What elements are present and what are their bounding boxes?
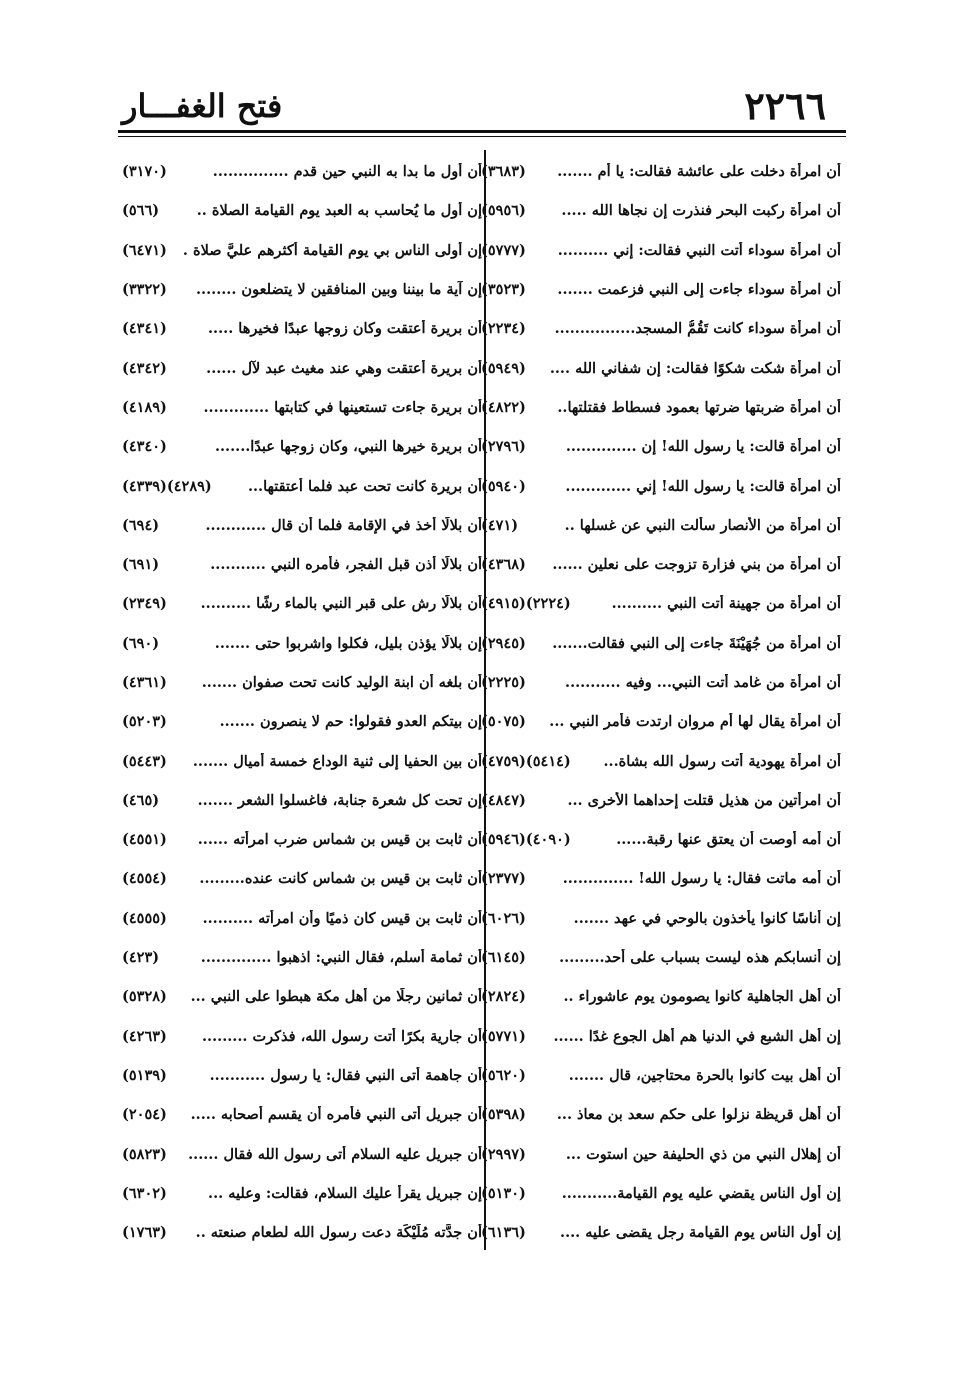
entry-reference-number: (٤٣٤٢) — [122, 359, 167, 377]
entry-text: أن امرأة قالت: يا رسول الله! إني ............. — [565, 477, 841, 495]
entry-reference-number: (٤٥٥٤) — [122, 870, 167, 888]
entry-reference-number: (٣٣٢٢) — [122, 281, 167, 299]
entry-reference-number: (٢٨٢٤) — [481, 988, 526, 1006]
index-entry — [481, 1174, 841, 1213]
index-entry — [481, 899, 841, 938]
entry-text: أن امرأة من جهينة أتت النبي .......... — [611, 595, 841, 613]
entry-text: أن امرأة سوداء كانت تَقُمُّ المسجد................ — [554, 320, 841, 338]
index-entry — [122, 1056, 482, 1095]
index-entry — [122, 584, 482, 623]
index-entry — [122, 859, 482, 898]
index-entry — [122, 663, 482, 702]
entry-text: أن امرأة قالت: يا رسول الله! إن .............. — [565, 438, 841, 456]
entry-reference-number: (٦٣٠٢) — [122, 1184, 167, 1202]
entry-reference-number: (٢٩٤٥) — [481, 634, 526, 652]
index-entry — [122, 348, 482, 387]
index-entry — [122, 899, 482, 938]
entry-reference-number: (٦٤٧١) — [122, 241, 167, 259]
entry-text: أن بين الحفيا إلى ثنية الوداع خمسة أميال ....... — [192, 752, 482, 770]
entry-reference-number: (٥٨٢٣) — [122, 1145, 167, 1163]
index-entry — [481, 702, 841, 741]
index-entry — [122, 781, 482, 820]
entry-text: أن امرأة دخلت على عائشة فقالت: يا أم ....... — [557, 163, 841, 181]
entry-reference-number: (٤٥٥٥) — [122, 909, 167, 927]
entry-text: أن أهل بيت كانوا بالحرة محتاجين، قال ....... — [568, 1066, 841, 1084]
entry-reference-number: (٥٧٧٧) — [481, 241, 526, 259]
entry-reference-number: (٥١٣٠) — [481, 1184, 526, 1202]
index-entry — [481, 977, 841, 1016]
entry-text: أن جبريل أتى النبي فأمره أن يقسم أصحابه ..... — [190, 1106, 482, 1124]
index-entry — [481, 231, 841, 270]
entry-reference-number: (٥٤٤٣) — [122, 752, 167, 770]
index-entry — [481, 1017, 841, 1056]
index-entry — [122, 1134, 482, 1173]
entry-reference-number: (٥٩٤٠) — [481, 477, 526, 495]
entry-reference-number: (٢٣٧٧) — [481, 870, 526, 888]
entry-reference-number: (٤٢٣) — [122, 949, 160, 967]
index-column-left — [122, 152, 482, 1252]
entry-reference-number: (٦١٣٦) — [481, 1224, 526, 1242]
entry-text: أن امرأة سوداء جاءت إلى النبي فزعمت ....... — [557, 281, 841, 299]
entry-reference-number: (٤٣٤٠) — [122, 438, 167, 456]
entry-reference-number: (٤٨٢٢) — [481, 398, 526, 416]
index-entry — [122, 1213, 482, 1252]
entry-reference-number: (٤٢٨٩)(٤٣٣٩) — [122, 477, 212, 495]
entry-reference-number: (٥٩٥٦) — [481, 202, 526, 220]
entry-text: أن جبريل عليه السلام أتى رسول الله فقال ...... — [188, 1145, 482, 1163]
entry-text: أن إهلال النبي من ذي الحليفة حين استوت ... — [565, 1145, 841, 1163]
index-entry — [122, 152, 482, 191]
entry-text: إن أول الناس يوم القيامة رجل يقضى عليه .... — [560, 1224, 841, 1242]
index-entry — [122, 388, 482, 427]
entry-reference-number: (٤٥٥١) — [122, 831, 167, 849]
entry-reference-number: (٥٤١٤)(٤٧٥٩) — [481, 752, 571, 770]
entry-reference-number: (٥٦٦) — [122, 202, 160, 220]
index-entry — [481, 191, 841, 230]
entry-reference-number: (٤٨٤٧) — [481, 791, 526, 809]
entry-reference-number: (٢٢٣٤) — [481, 320, 526, 338]
column-divider — [484, 150, 486, 1250]
entry-text: إن أناسًا كانوا يأخذون بالوحي في عهد ....... — [573, 909, 841, 927]
entry-text: إن أهل الشبع في الدنيا هم أهل الجوع غدًا ...... — [553, 1027, 841, 1045]
header-rule — [118, 130, 846, 133]
entry-reference-number: (٤٣٤١) — [122, 320, 167, 338]
entry-reference-number: (٢٣٤٩) — [122, 595, 167, 613]
index-entry — [481, 348, 841, 387]
entry-text: أن أهل قريظة نزلوا على حكم سعد بن معاذ ... — [556, 1106, 841, 1124]
entry-text: أن امرأة من الأنصار سألت النبي عن غسلها .. — [564, 516, 841, 534]
index-entry — [481, 427, 841, 466]
entry-text: أن بريرة خيرها النبي، وكان زوجها عبدًا....... — [214, 438, 482, 456]
entry-text: أن امرأة من غامد أتت النبي... وفيه ........... — [565, 674, 841, 691]
entry-text: أن بريرة جاءت تستعينها في كتابتها ............. — [203, 398, 482, 416]
index-entry — [122, 545, 482, 584]
entry-text: أن ثمامة أسلم، فقال النبي: اذهبوا .............. — [200, 949, 482, 967]
entry-text: أن امرأة يهودية أتت رسول الله بشاة... — [603, 752, 841, 770]
index-entry — [122, 1095, 482, 1134]
entry-text: إن أول الناس يقضي عليه يوم القيامة........... — [561, 1184, 841, 1202]
index-entry — [122, 977, 482, 1016]
entry-text: أن ثابت بن قيس بن شماس ضرب امرأته ...... — [197, 831, 482, 849]
book-title: فتح الغفـــار — [122, 87, 283, 125]
entry-text: إن جبريل يقرأ عليك السلام، فقالت: وعليه ... — [208, 1184, 482, 1202]
entry-text: أن امرأة يقال لها أم مروان ارتدت فأمر النبي ... — [549, 713, 841, 731]
entry-reference-number: (٦٠٢٦) — [481, 909, 526, 927]
entry-text: أن أمه ماتت فقال: يا رسول الله! .............. — [562, 870, 841, 888]
entry-text: أن امرأة من جُهَيْنَةَ جاءت إلى النبي فقالت....... — [552, 634, 841, 652]
index-entry — [481, 388, 841, 427]
index-entry — [481, 781, 841, 820]
entry-text: إن بيتكم العدو فقولوا: حم لا ينصرون ....... — [219, 713, 482, 731]
index-entry — [122, 624, 482, 663]
index-entry — [481, 1095, 841, 1134]
entry-reference-number: (٥٢٠٣) — [122, 713, 167, 731]
entry-text: أن ثمانين رجلًا من أهل مكة هبطوا على النبي ... — [190, 988, 482, 1006]
index-entry — [122, 506, 482, 545]
entry-text: إن آية ما بيننا وبين المنافقين لا يتضلعون ........ — [196, 281, 482, 299]
entry-text: أن امرأة من بني فزارة تزوجت على نعلين ...... — [552, 556, 841, 574]
index-entry — [481, 584, 841, 623]
entry-reference-number: (٢٢٢٤)(٤٩١٥) — [481, 595, 571, 613]
index-entry — [122, 427, 482, 466]
entry-text: أن امرأة ركبت البحر فنذرت إن نجاها الله ..... — [561, 202, 841, 220]
index-entry — [481, 859, 841, 898]
index-entry — [122, 938, 482, 977]
entry-reference-number: (٣١٧٠) — [122, 163, 167, 181]
entry-reference-number: (٦١٤٥) — [481, 949, 526, 967]
entry-reference-number: (٥٧٧١) — [481, 1027, 526, 1045]
entry-reference-number: (٢٢٢٥) — [481, 674, 526, 691]
page-header — [118, 82, 846, 130]
entry-text: أن جدَّته مُلَيْكَة دعت رسول الله لطعام صنعته .. — [195, 1224, 482, 1242]
index-entry — [481, 820, 841, 859]
index-entry — [122, 1174, 482, 1213]
index-entry — [481, 506, 841, 545]
entry-reference-number: (٢٧٩٦) — [481, 438, 526, 456]
entry-text: إن أول ما يُحاسب به العبد يوم القيامة الصلاة .. — [196, 202, 482, 220]
index-entry — [122, 270, 482, 309]
entry-text: أن جاهمة أتى النبي فقال: يا رسول ........... — [209, 1066, 482, 1084]
entry-text: إن تحت كل شعرة جنابة، فاغسلوا الشعر ....... — [197, 791, 482, 809]
entry-text: أن امرأة سوداء أتت النبي فقالت: إني .......... — [557, 241, 841, 259]
entry-text: أن امرأة شكت شكوًا فقالت: إن شفاني الله .... — [549, 359, 841, 377]
index-entry — [122, 231, 482, 270]
entry-reference-number: (٥٣٢٨) — [122, 988, 167, 1006]
entry-text: أن امرأتين من هذيل قتلت إحداهما الأخرى ... — [567, 791, 841, 809]
entry-text: أن بلالًا أخذ في الإقامة فلما أن قال ............ — [205, 516, 482, 534]
entry-reference-number: (٦٩١) — [122, 556, 160, 574]
entry-text: أن امرأة ضربتها ضرتها بعمود فسطاط فقتلتها.. — [557, 398, 841, 416]
index-entry — [122, 702, 482, 741]
entry-reference-number: (٥٩٤٩) — [481, 359, 526, 377]
entry-reference-number: (٥٦٢٠) — [481, 1066, 526, 1084]
entry-reference-number: (٤٧١) — [481, 516, 519, 534]
entry-reference-number: (٤٦٥) — [122, 791, 160, 809]
index-entry — [122, 741, 482, 780]
index-entry — [481, 938, 841, 977]
index-entry — [481, 1056, 841, 1095]
header-rule-thin — [118, 136, 846, 137]
entry-reference-number: (٤٠٩٠)(٥٩٤٦) — [481, 831, 571, 849]
index-column-right — [481, 152, 841, 1252]
entry-reference-number: (٥٠٧٥) — [481, 713, 526, 731]
entry-text: أن بلالًا رش على قبر النبي بالماء رشًا .......... — [200, 595, 482, 613]
index-entry — [481, 466, 841, 505]
index-entry — [481, 545, 841, 584]
entry-reference-number: (٢٠٥٤) — [122, 1106, 167, 1124]
index-entry — [122, 309, 482, 348]
index-entry — [481, 270, 841, 309]
index-entry — [481, 1134, 841, 1173]
entry-reference-number: (٤٣٦١) — [122, 674, 167, 691]
entry-text: أن بريرة كانت تحت عبد فلما أعتقتها... — [247, 477, 482, 495]
entry-text: إن أولى الناس بي يوم القيامة أكثرهم عليَّ صلاة . — [182, 241, 482, 259]
index-entry — [122, 466, 482, 505]
index-entry — [122, 191, 482, 230]
entry-text: أن ثابت بن قيس بن شماس كانت عنده......... — [199, 870, 482, 888]
entry-text: أن بلالًا أذن قبل الفجر، فأمره النبي ........... — [210, 556, 482, 574]
index-entry — [481, 152, 841, 191]
entry-reference-number: (٦٩٤) — [122, 516, 160, 534]
entry-reference-number: (١٧٦٣) — [122, 1224, 167, 1242]
index-entry — [122, 820, 482, 859]
entry-reference-number: (٣٥٢٣) — [481, 281, 526, 299]
index-entry — [481, 1213, 841, 1252]
entry-text: أن بلغه أن ابنة الوليد كانت تحت صفوان ....... — [201, 674, 482, 691]
entry-text: إن أنسابكم هذه ليست بسباب على أحد......... — [559, 949, 841, 967]
entry-text: أن بريرة أعتقت وهي عند مغيث عبد لآل ...... — [206, 359, 482, 377]
entry-reference-number: (٤٢٦٣) — [122, 1027, 167, 1045]
entry-text: أن بريرة أعتقت وكان زوجها عبدًا فخيرها ..... — [208, 320, 482, 338]
entry-reference-number: (٢٩٩٧) — [481, 1145, 526, 1163]
entry-text: أن جارية بكرًا أتت رسول الله، فذكرت ......... — [202, 1027, 482, 1045]
index-entry — [481, 309, 841, 348]
entry-text: أن ثابت بن قيس كان ذميًا وأن امرأته .......... — [202, 909, 482, 927]
index-entry — [481, 624, 841, 663]
entry-reference-number: (٥٣٩٨) — [481, 1106, 526, 1124]
entry-text: أن أمه أوصت أن يعتق عنها رقبة...... — [616, 831, 841, 849]
index-entry — [481, 663, 841, 702]
entry-text: أن أول ما بدا به النبي حين قدم ............... — [212, 163, 482, 181]
index-entry — [122, 1017, 482, 1056]
entry-text: إن بلالًا يؤذن بليل، فكلوا واشربوا حتى ....... — [214, 634, 482, 652]
index-entry — [481, 741, 841, 780]
entry-reference-number: (٤١٨٩) — [122, 398, 167, 416]
entry-reference-number: (٣٦٨٣) — [481, 163, 526, 181]
entry-reference-number: (٤٣٦٨) — [481, 556, 526, 574]
entry-reference-number: (٥١٣٩) — [122, 1066, 167, 1084]
entry-text: أن أهل الجاهلية كانوا يصومون يوم عاشوراء .. — [563, 988, 841, 1006]
page-number: ٢٢٦٦ — [744, 83, 826, 128]
entry-reference-number: (٦٩٠) — [122, 634, 160, 652]
